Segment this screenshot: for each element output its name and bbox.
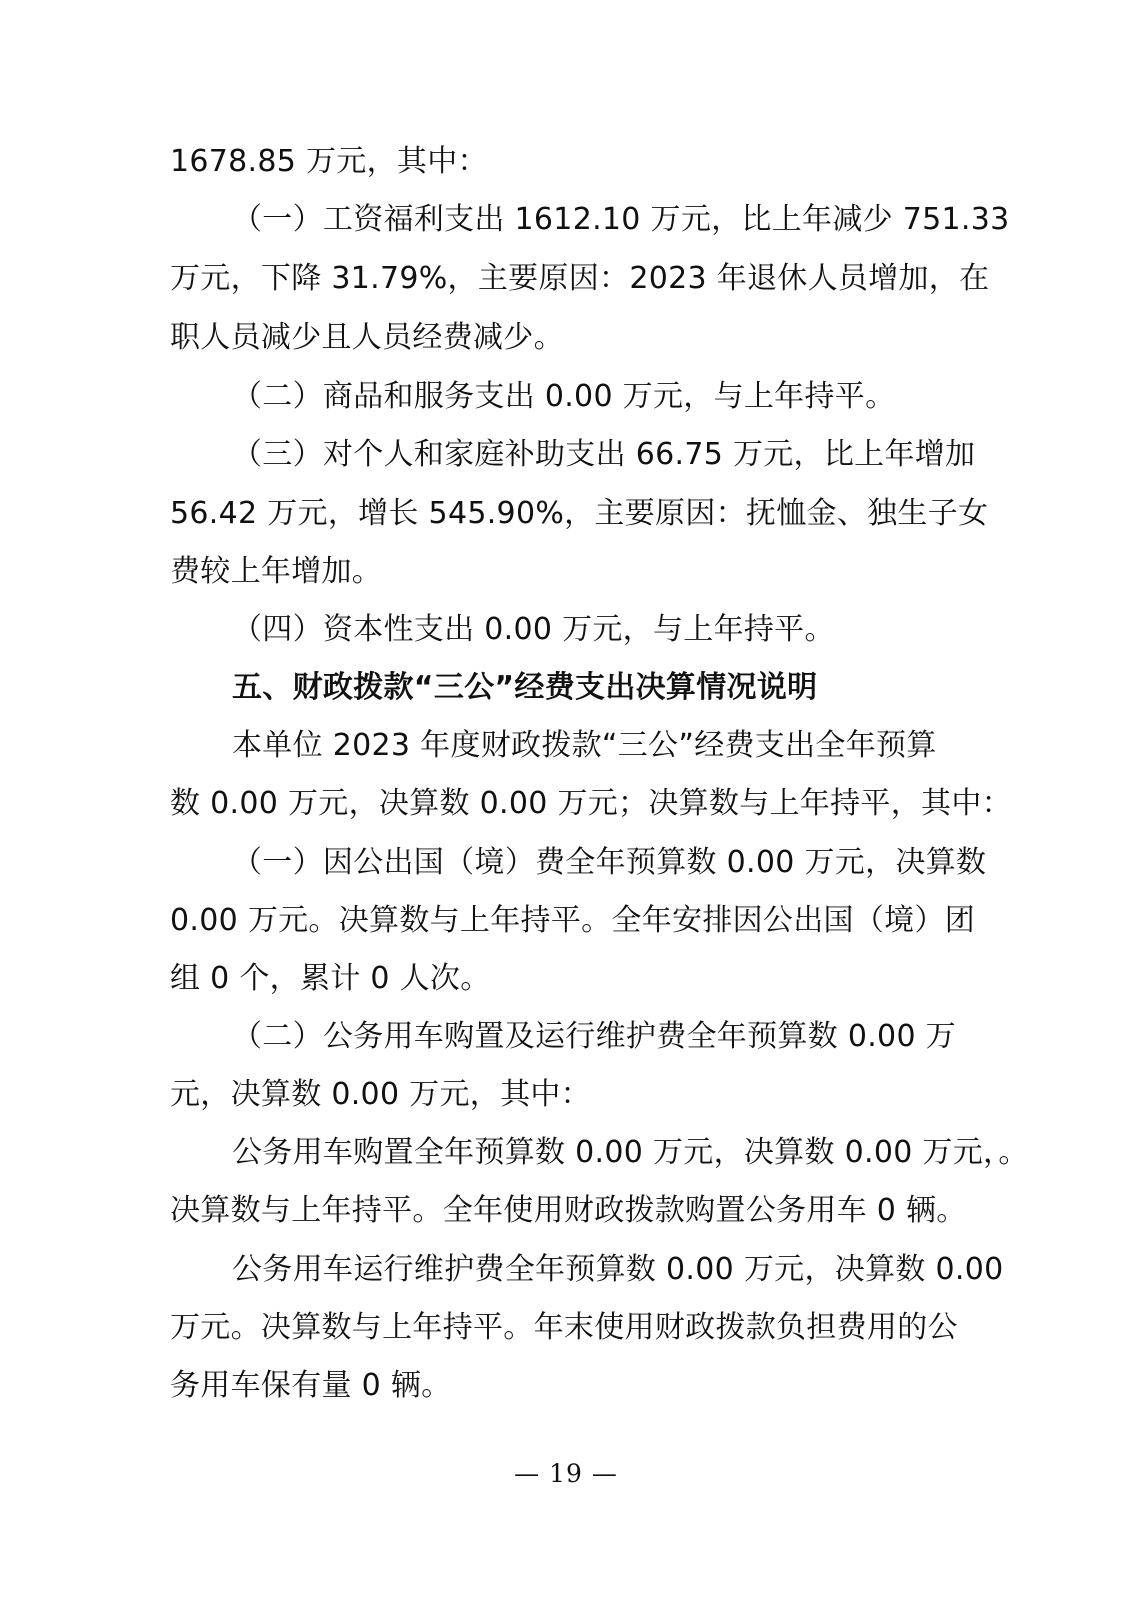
- text-line: 万元。决算数与上年持平。年末使用财政拨款负担费用的公: [170, 1310, 958, 1345]
- text-line: 元，决算数 0.00 万元，其中：: [170, 1077, 591, 1112]
- text-line: 费较上年增加。: [170, 554, 383, 589]
- text-line: （三）对个人和家庭补助支出 66.75 万元，比上年增加: [232, 437, 976, 472]
- page-number: — 19 —: [514, 1459, 618, 1488]
- text-line: （一）因公出国（境）费全年预算数 0.00 万元，决算数: [232, 845, 987, 880]
- section-heading: 五、财政拨款“三公”经费支出决算情况说明: [232, 670, 818, 705]
- text-line: （二）公务用车购置及运行维护费全年预算数 0.00 万: [232, 1019, 956, 1054]
- text-line: 务用车保有量 0 辆。: [170, 1368, 452, 1403]
- text-line: 决算数与上年持平。全年使用财政拨款购置公务用车 0 辆。: [170, 1193, 967, 1228]
- text-line: 组 0 个，累计 0 人次。: [170, 961, 491, 996]
- text-line: 1678.85 万元，其中：: [170, 144, 488, 179]
- text-line: 本单位 2023 年度财政拨款“三公”经费支出全年预算: [232, 728, 937, 763]
- text-line: （一）工资福利支出 1612.10 万元，比上年减少 751.33: [232, 202, 1010, 237]
- text-line: 数 0.00 万元，决算数 0.00 万元；决算数与上年持平，其中：: [170, 786, 1012, 821]
- text-line: 0.00 万元。决算数与上年持平。全年安排因公出国（境）团: [170, 903, 976, 938]
- text-line: 公务用车购置全年预算数 0.00 万元，决算数 0.00 万元，。: [232, 1135, 1029, 1170]
- text-line: 万元，下降 31.79%，主要原因：2023 年退休人员增加，在: [170, 261, 990, 296]
- text-line: （二）商品和服务支出 0.00 万元，与上年持平。: [232, 379, 896, 414]
- text-line: 56.42 万元，增长 545.90%，主要原因：抚恤金、独生子女: [170, 496, 989, 531]
- text-line: （四）资本性支出 0.00 万元，与上年持平。: [232, 612, 835, 647]
- text-line: 公务用车运行维护费全年预算数 0.00 万元，决算数 0.00: [232, 1252, 1004, 1287]
- text-line: 职人员减少且人员经费减少。: [170, 320, 564, 355]
